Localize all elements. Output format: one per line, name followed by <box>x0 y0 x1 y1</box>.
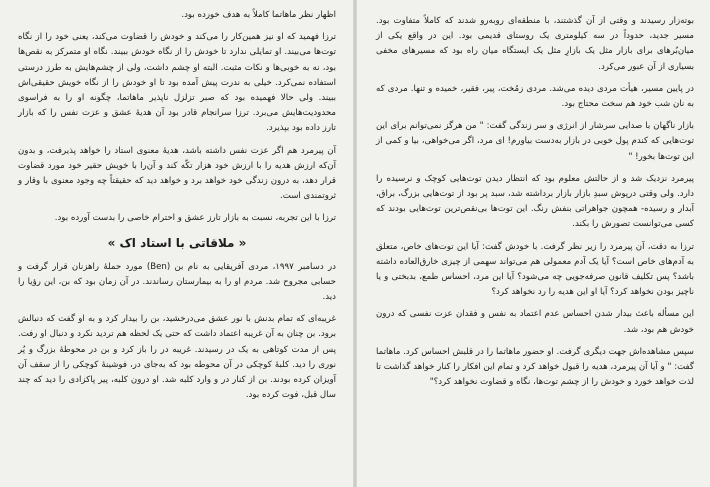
paragraph: ترزا با این تجربه، نسبت به بازار تارز عشق و احترام خاصی را بدست آورده بود. <box>54 213 336 224</box>
paragraph: بوته‌زار رسیدند و وقتی از آن گذشتند، با منطقه‌ای روبه‌رو شدند که کاملاً متفاوت بود. مسیر جدید، حدوداً در سه کیلومتری یک روستای قدیمی بود. این در واقع یکی از میان‌بُرهای برای بازار مثل یک بازارِ مثل یک ایستگاه میان راه بود که مسیرهای مخفی بسیاری از آن عبور می‌کرد. <box>376 16 694 72</box>
paragraph: پیرمرد نزدیک شد و از حالتش معلوم بود که انتظار دیدن توت‌هایی کوچک و نرسیده را دارد. ولی وقتی درپوش سبدِ بازار بازار برداشته شد، سبد پر بود از توت‌هایی بزرگ، براق، آبدار و رسیده- همچون جواهراتی بنفش رنگ. این توت‌ها بی‌نقص‌ترین توت‌هایی بودند که کسی می‌توانست تصورش را بکند. <box>376 173 694 230</box>
left-page <box>8 0 348 487</box>
paragraph: ترزا فهمید که او نیز همین‌کار را می‌کند و خودش را قضاوت می‌کند، یعنی خود را از نگاه توت‌ها می‌بیند. او تمایلی ندارد تا خودش را از نگاه خودش ببیند. نگاه او متمرکز به نقص‌ها بود، نه به خوبی‌ها و نکات مثبت. البته او چشم داشت، ولی از چشم‌هایش به طرز درستی استفاده نمی‌کرد. خیلی به ندرت پیش آمده بود تا او خودش را از نگاه خویش حقیقی‌اش ببیند. ولی حالا فهمیده بود که صبر تزلزل ناپذیر ماهاتما، چگونه او را به فراسوی محدودیت‌هایش می‌برد. ترزا سرانجام قادر بود آن هدیهٔ عشق و عزت نفس را که بازار تارز داده بود بپذیرد. <box>18 32 336 134</box>
paragraph: اظهار نظر ماهاتما کاملاً به هدف خورده بود. <box>181 10 336 20</box>
paragraph: آن پیرمرد هم اگر عزت نفس داشته باشد، هدیهٔ معنوی استاد را خواهد پذیرفت، و بدون آن‌که ارزش هدیه را با ارزش خود هزار تکّه کند و آن‌را با خویش حقیر خود مورد قضاوت قرار دهد، به درون زندگی خود خواهد برد و خواهد دید که حقیقتاً چه وجود معنوی با وقار و ثروتمندی است. <box>18 145 336 202</box>
paragraph: ترزا به دقت، آن پیرمرد را زیر نظر گرفت. با خودش گفت: آیا این توت‌های خاص، متعلق به آدم‌های خاص است؟ آیا یک آدم معمولی هم می‌تواند سهمی از چیزی خارق‌العاده داشته باشد؟ پس تکلیف قانون صرفه‌جویی چه می‌شود؟ آیا این مرد، احساس طمع، بدبختی و یا ناچیز بودن نخواهد کرد؟ آیا او این هدیه را رد نخواهد کرد؟ <box>376 241 694 298</box>
right-page <box>362 0 704 487</box>
paragraph: این مسأله باعث بیدار شدن احساس عدم اعتماد به نفس و فقدان عزت نفسی که درون خودش هم بود، شد. <box>376 309 694 335</box>
paragraph: بازار ناگهان با صدایی سرشار از انرژی و سر زندگی گفت: " من هرگز نمی‌توانم برای این توت‌هایی که کندم پول خوبی در بازار به‌دست بیاورم! ای مرد، اگر می‌خواهی، بیا و کمی از این توت‌ها بخور! " <box>376 121 694 162</box>
paragraph: سپس مشاهده‌اش جهت دیگری گرفت. او حضور ماهاتما را در قلبش احساس کرد. ماهاتما گفت: " و آیا آن پیرمرد، هدیه را قبول خواهد کرد و تمام این افکار را کنار خواهد گذاشت تا لذت خواهد خورد و خودش را از چشم توت‌ها، نگاه و قضاوت نخواهد کرد؟" <box>376 346 694 388</box>
book-gutter <box>353 0 357 487</box>
paragraph: غریبه‌ای که تمام بدنش با نور عشق می‌درخشید، بن را بیدار کرد و به او گفت که دنبالش برود. بن چنان به آن غریبه اعتماد داشت که حتی یک لحظه هم تردید نکرد و دنبال او رفت. پس از مدت کوتاهی به یک در رسیدند. غریبه در را باز کرد و بن در محوطهٔ بزرگ و پُر نوری را دید. کلبهٔ کوچکی در آن محوطه بود که به‌جای در، فوشینهٔ کوچکی را از سقف آن آویزان کرده بودند. بن از کنار در و وارد کلبه شد. او درون کلبه، پیر پاکزادی را دید که چند سال قبل، فوت کرده بود. <box>18 314 336 401</box>
paragraph: در دسامبر ۱۹۹۷، مردی آفریقایی به نام بن (Ben) مورد حملهٔ راهزنان قرار گرفت و حسابی مجروح شد. مردم او را به بیمارستان رساندند. در آن زمان بود که بن، این رؤیا را دید. <box>18 261 337 303</box>
section-heading: « ملاقاتی با استاد اک » <box>107 235 247 250</box>
paragraph: در پایین مسیر، هیأت مردی دیده می‌شد. مردی زمُخت، پیر، فقیر، خمیده و تنها. مردی که به نان شب خود هم سخت محتاج بود. <box>376 83 694 110</box>
